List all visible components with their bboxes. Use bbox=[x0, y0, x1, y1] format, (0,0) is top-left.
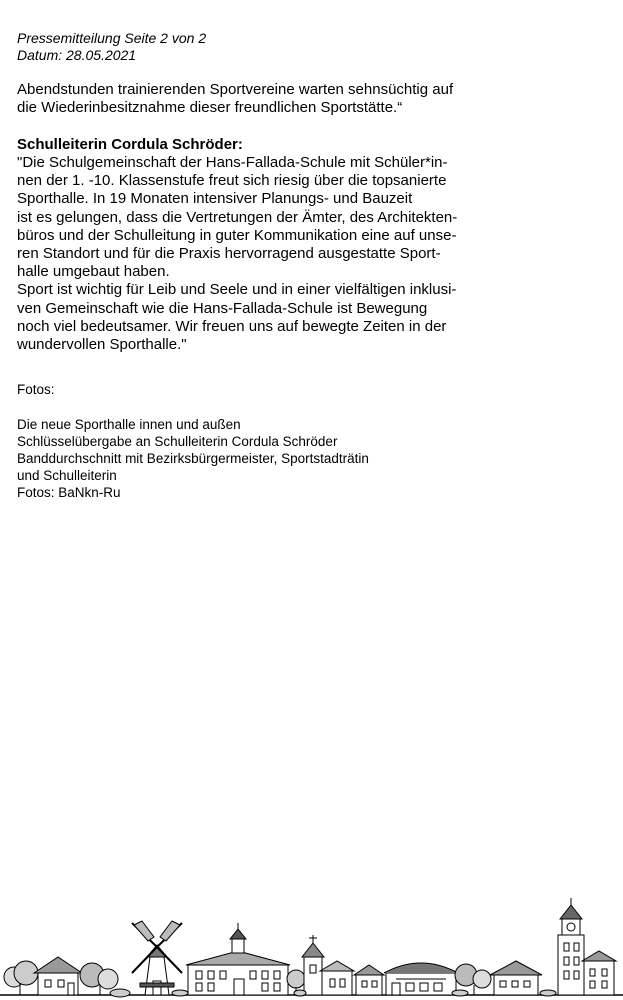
intro-line: die Wiederinbesitznahme dieser freundlichen Sportstätte.“ bbox=[17, 99, 403, 117]
quote-line: Sporthalle. In 19 Monaten intensiver Planungs- und Bauzeit bbox=[17, 190, 413, 208]
manor-building-icon bbox=[186, 923, 290, 995]
town-skyline-illustration bbox=[0, 895, 623, 1000]
intro-line: Abendstunden trainierenden Sportvereine warten sehnsüchtig auf bbox=[17, 81, 454, 98]
fotos-heading: Fotos: bbox=[17, 382, 55, 397]
trees-left-icon bbox=[4, 961, 38, 995]
date-label: Datum: 28.05.2021 bbox=[17, 47, 137, 63]
quote-line: "Die Schulgemeinschaft der Hans-Fallada-Schule mit Schüler*in- bbox=[17, 154, 448, 171]
quote-line: nen der 1. -10. Klassenstufe freut sich riesig über die topsanierte bbox=[17, 172, 447, 190]
fotos-caption-line: Schlüsselübergabe an Schulleiterin Cordula Schröder bbox=[17, 434, 338, 449]
sports-hall-icon bbox=[384, 963, 458, 995]
quote-line: halle umgebaut haben. bbox=[17, 263, 170, 281]
town-hall-tower-icon bbox=[558, 898, 616, 995]
house-left-icon bbox=[34, 957, 82, 995]
fotos-caption-line: Die neue Sporthalle innen und außen bbox=[17, 417, 241, 432]
page-number-label: Pressemitteilung Seite 2 von 2 bbox=[17, 30, 207, 46]
intro-paragraph bbox=[17, 81, 617, 117]
quote-line: ist es gelungen, dass die Vertretungen der Ämter, des Architekten- bbox=[17, 208, 458, 226]
fotos-caption-line: Fotos: BaNkn-Ru bbox=[17, 485, 121, 500]
house-right-icon bbox=[490, 961, 542, 995]
quote-line: büros und der Schulleitung in guter Kommunikation eine auf unse- bbox=[17, 226, 457, 244]
fotos-caption-line: Banddurchschnitt mit Bezirksbürgermeister, Sportstadträtin bbox=[17, 451, 369, 466]
fotos-caption-line: und Schulleiterin bbox=[17, 468, 117, 483]
church-icon bbox=[302, 935, 354, 995]
windmill-icon bbox=[132, 921, 182, 995]
quote-line: noch viel bedeutsamer. Wir freuen uns auf bewegte Zeiten in der bbox=[17, 317, 447, 335]
row-houses-icon bbox=[354, 965, 384, 995]
quote-line: Sport ist wichtig für Leib und Seele und in einer vielfältigen inklusi- bbox=[17, 281, 457, 299]
quote-heading: Schulleiterin Cordula Schröder: bbox=[17, 136, 243, 153]
quote-line: wundervollen Sporthalle." bbox=[17, 336, 187, 354]
quote-line: ren Standort und für die Praxis hervorragend ausgestatte Sport- bbox=[17, 245, 441, 263]
page-header bbox=[17, 30, 206, 64]
quote-paragraph bbox=[17, 154, 617, 354]
quote-line: ven Gemeinschaft wie die Hans-Fallada-Schule ist Bewegung bbox=[17, 299, 428, 317]
fotos-caption-list bbox=[17, 416, 369, 501]
